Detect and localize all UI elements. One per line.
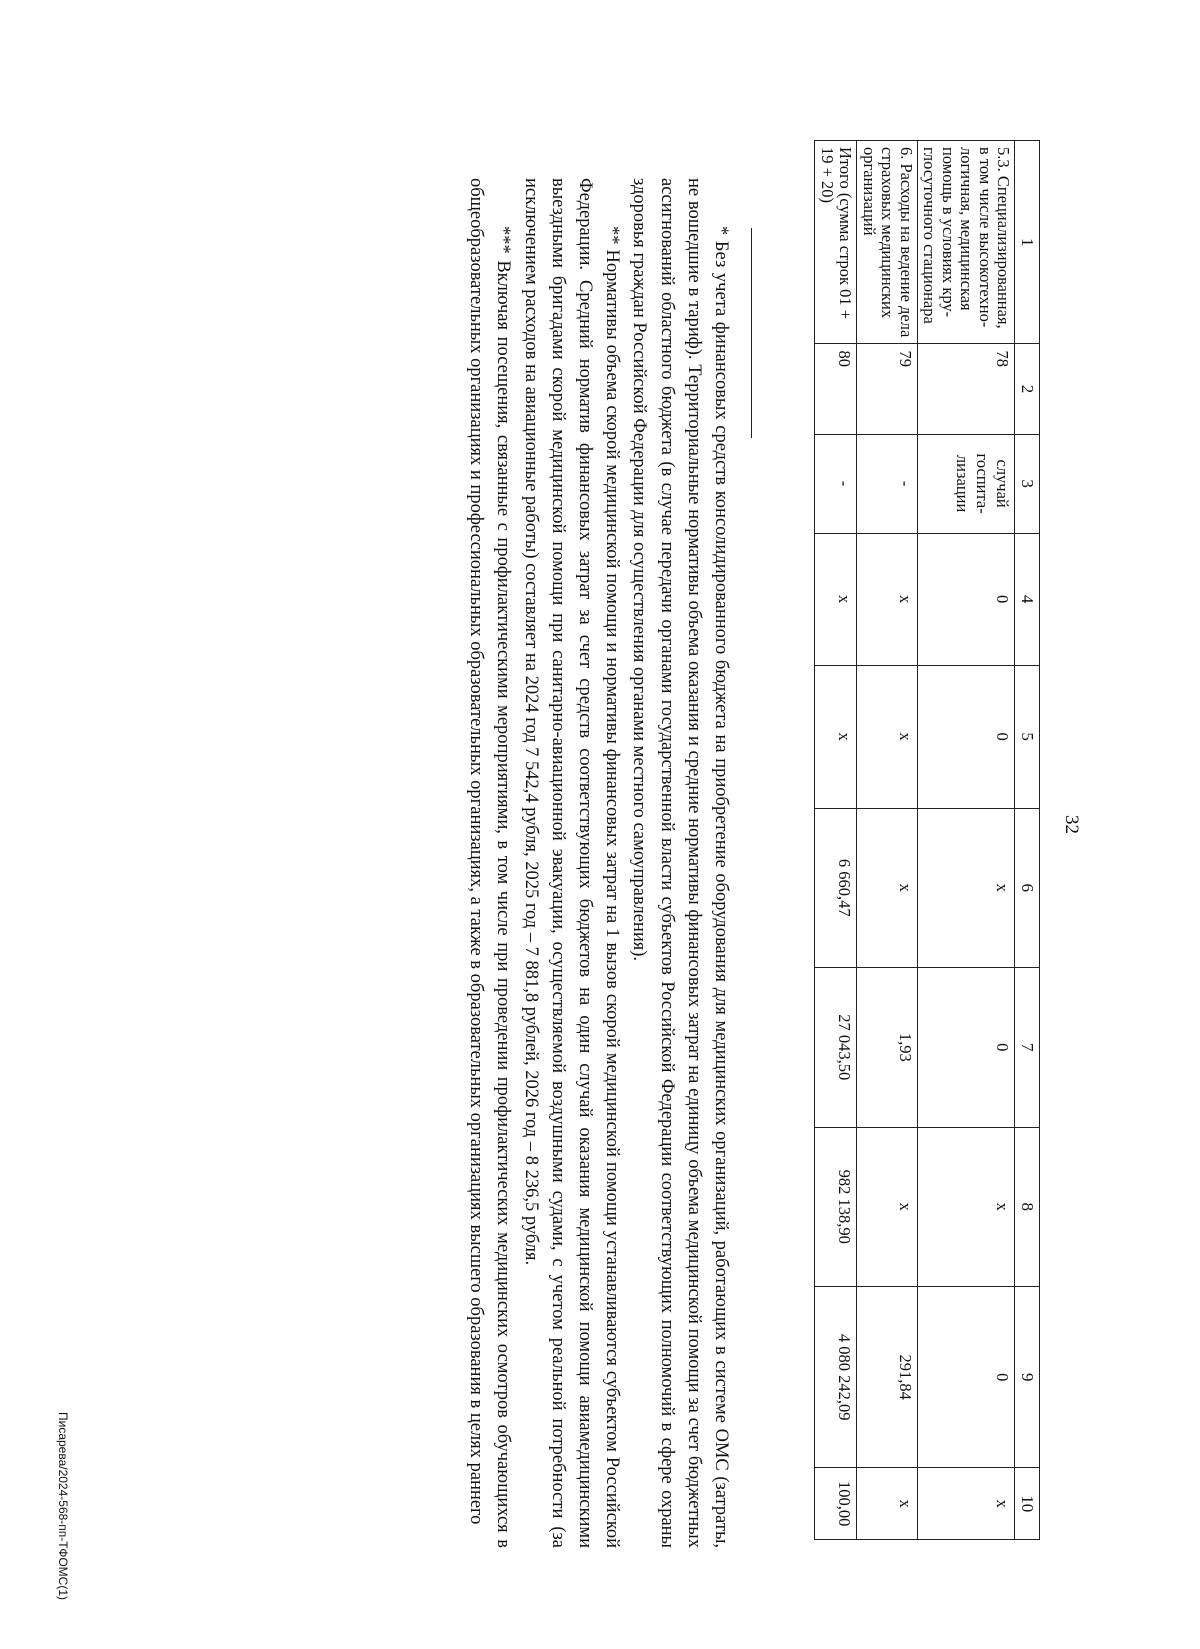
table-row <box>917 141 1014 1540</box>
column-header: 5 <box>1015 665 1040 808</box>
document-footer-id: Писарева/2024-568-пп-ТФОМС(1) <box>56 1411 70 1600</box>
column-header: 6 <box>1015 808 1040 967</box>
column-header: 10 <box>1015 1468 1040 1540</box>
cell-col10: 100,00 <box>815 1468 857 1540</box>
row-name: Итого (сумма строк 01 + 19 + 20) <box>815 141 857 344</box>
table-row <box>857 141 917 1540</box>
column-header: 7 <box>1015 968 1040 1127</box>
cell-col5: x <box>815 665 857 808</box>
cell-col5: 0 <box>917 665 1014 808</box>
row-code: 80 <box>815 344 857 434</box>
cell-col4: x <box>857 533 917 665</box>
cell-col9: 4 080 242,09 <box>815 1286 857 1467</box>
column-header: 1 <box>1015 141 1040 344</box>
financing-table <box>814 140 1040 1540</box>
cell-col7: 27 043,50 <box>815 968 857 1127</box>
column-header: 3 <box>1015 434 1040 533</box>
column-header: 2 <box>1015 344 1040 434</box>
column-header: 8 <box>1015 1127 1040 1286</box>
row-name: 6. Расходы на ведение дела страховых медицинских организаций <box>857 141 917 344</box>
cell-col8: 982 138,90 <box>815 1127 857 1286</box>
row-name: 5.3. Специализированная, в том числе высокотехно-логичная, медицинская помощь в условиях кру-глосуточного стационара <box>917 141 1014 344</box>
footnote-1: * Без учета финансовых средств консолидированного бюджета на приобретение оборудования для медицинских организаций, работающих в системе ОМС (затраты, не вошедшие в тариф). Территориальные нормативы объема оказания и средние нормативы финансовых затрат на единицу объема медицинской помощи за счет бюджетных ассигнований областного бюджета (в случае передачи органами государственной власти субъектов Российской Федерации соответствующих полномочий в сфере охраны здоровья граждан Российской Федерации для осуществления органами местного самоуправления). <box>629 178 731 1548</box>
table-row <box>815 141 857 1540</box>
cell-col4: x <box>815 533 857 665</box>
page-number: 32 <box>1061 815 1082 834</box>
cell-col7: 1,93 <box>857 968 917 1127</box>
cell-col6: x <box>917 808 1014 967</box>
cell-col8: x <box>857 1127 917 1286</box>
table-header-row <box>1015 141 1040 1540</box>
cell-col9: 291,84 <box>857 1286 917 1467</box>
column-header: 4 <box>1015 533 1040 665</box>
footnote-3: *** Включая посещения, связанные с профилактическими мероприятиями, в том числе при проведении профилактических медицинских осмотров обучающихся в общеобразовательных организациях и профессиональных образовательных организациях, а также в образовательных организациях высшего образования в целях раннего <box>466 178 514 1548</box>
footnote-divider <box>751 228 752 438</box>
cell-col10: x <box>917 1468 1014 1540</box>
row-unit: - <box>857 434 917 533</box>
column-header: 9 <box>1015 1286 1040 1467</box>
row-code: 78 <box>917 344 1014 434</box>
cell-col5: x <box>857 665 917 808</box>
cell-col6: 6 660,47 <box>815 808 857 967</box>
row-unit: случай госпита-лизации <box>917 434 1014 533</box>
cell-col10: x <box>857 1468 917 1540</box>
cell-col8: x <box>917 1127 1014 1286</box>
row-code: 79 <box>857 344 917 434</box>
cell-col9: 0 <box>917 1286 1014 1467</box>
footnotes <box>462 178 734 1548</box>
footnote-2: ** Нормативы объема скорой медицинской помощи и нормативы финансовых затрат на 1 вызов скорой медицинской помощи устанавливаются субъектом Российской Федерации. Средний норматив финансовых затрат за счет средств соответствующих бюджетов на один случай оказания медицинской помощи авиамедицинскими выездными бригадами скорой медицинской помощи при санитарно-авиационной эвакуации, осуществляемой воздушными судами, с учетом реальной потребности (за исключением расходов на авиационные работы) составляет на 2024 год 7 542,4 рубля, 2025 год – 7 881,8 рублей, 2026 год – 8 236,5 рубля. <box>520 178 623 1548</box>
cell-col4: 0 <box>917 533 1014 665</box>
cell-col7: 0 <box>917 968 1014 1127</box>
cell-col6: x <box>857 808 917 967</box>
row-unit: - <box>815 434 857 533</box>
